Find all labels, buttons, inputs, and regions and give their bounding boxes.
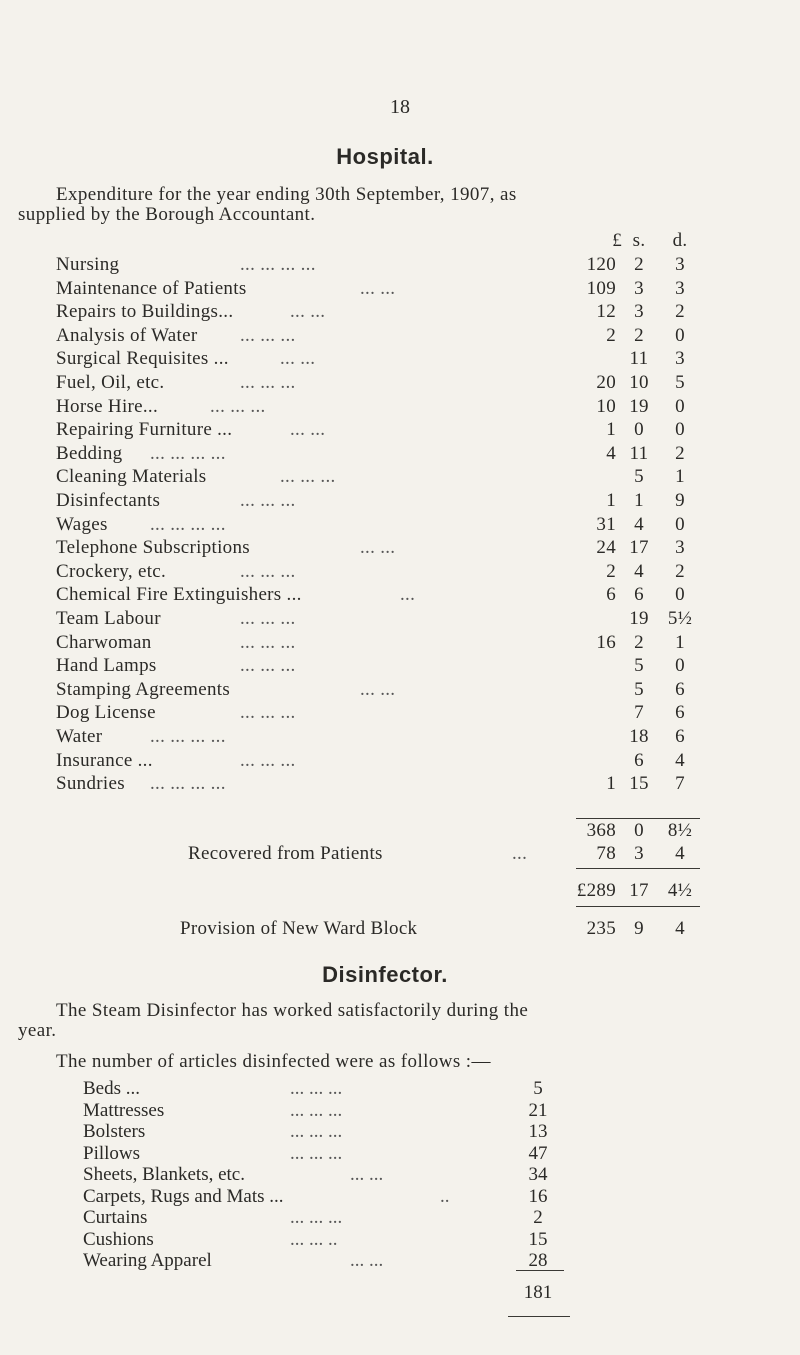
amount-shillings: 1 [634, 490, 644, 511]
expenditure-label: Water [56, 726, 103, 747]
leader-dots: ... ... ... [290, 1099, 343, 1121]
amount-shillings: 19 [629, 395, 649, 417]
article-row [0, 1100, 800, 1122]
article-count: 13 [528, 1121, 548, 1142]
amount-pounds: 4 [606, 442, 616, 464]
amount-shillings: 4 [634, 513, 644, 535]
amount-shillings: 4 [634, 560, 644, 582]
leader-dots: ... ... [360, 537, 396, 559]
leader-dots: ... ... [280, 348, 316, 370]
expenditure-label: Wages [56, 513, 108, 535]
amount-pounds: 109 [586, 277, 616, 299]
net-total-rule [576, 868, 700, 869]
expenditure-label: Fuel, Oil, etc. [56, 372, 165, 393]
expenditure-intro-line-1: Expenditure for the year ending 30th September, 1907, as [56, 184, 517, 205]
article-row [0, 1143, 800, 1165]
recovered-row [0, 843, 800, 867]
articles-total-rule [516, 1270, 564, 1271]
amount-shillings: 6 [634, 584, 644, 606]
net-pence: 4½ [667, 880, 693, 901]
expenditure-row [0, 750, 800, 774]
net-shillings: 17 [629, 880, 649, 901]
amount-pence: 2 [675, 560, 685, 582]
leader-dots: ... ... ... [280, 466, 336, 488]
amount-shillings: 2 [634, 631, 644, 653]
article-row [0, 1229, 800, 1251]
amount-pence: 0 [675, 395, 685, 417]
provision-shillings: 9 [634, 918, 644, 939]
provision-row [0, 918, 800, 942]
amount-pence: 9 [675, 490, 685, 511]
articles-intro: The number of articles disinfected were as follows :— [56, 1051, 491, 1072]
amount-pounds: 120 [586, 254, 616, 275]
article-count: 28 [528, 1250, 548, 1271]
article-label: Mattresses [83, 1099, 165, 1121]
amount-pounds: 24 [596, 537, 616, 559]
leader-dots: ... ... ... [210, 395, 266, 417]
expenditure-label: Stamping Agreements [56, 678, 231, 700]
article-label: Bolsters [83, 1121, 146, 1142]
expenditure-row [0, 537, 800, 561]
amount-shillings: 5 [634, 678, 644, 700]
expenditure-row [0, 490, 800, 514]
leader-dots: ... ... ... [240, 655, 296, 677]
article-label: Pillows [83, 1142, 141, 1164]
article-row [0, 1078, 800, 1100]
amount-pence: 0 [675, 324, 685, 346]
amount-pence: 2 [675, 442, 685, 464]
expenditure-row [0, 396, 800, 420]
expenditure-row [0, 726, 800, 750]
page-number: 18 [390, 96, 410, 118]
leader-dots: ... ... ... [240, 749, 296, 771]
expenditure-row [0, 372, 800, 396]
expenditure-row [0, 301, 800, 325]
leader-dots: ... ... [290, 301, 326, 323]
amount-shillings: 5 [634, 466, 644, 488]
articles-total [0, 1282, 800, 1304]
expenditure-label: Charwoman [56, 631, 152, 653]
hospital-section-title: Hospital. [336, 144, 434, 169]
amount-pounds: 16 [596, 631, 616, 653]
amount-shillings: 3 [634, 301, 644, 323]
amount-shillings: 18 [629, 726, 649, 747]
amount-shillings: 19 [629, 608, 649, 629]
amount-shillings: 2 [634, 254, 644, 275]
expenditure-row [0, 608, 800, 632]
total-pounds: 368 [586, 820, 616, 841]
expenditure-row [0, 679, 800, 703]
pounds-header: £ [612, 230, 622, 251]
leader-dots: ... ... ... [240, 324, 296, 346]
amount-pence: 0 [675, 419, 685, 441]
recovered-dots: ... [512, 843, 528, 864]
amount-pence: 1 [675, 466, 685, 488]
amount-pence: 6 [675, 702, 685, 724]
expenditure-row [0, 632, 800, 656]
expenditure-label: Disinfectants [56, 490, 161, 511]
article-count: 47 [528, 1142, 548, 1164]
expenditure-row [0, 514, 800, 538]
amount-pence: 7 [675, 773, 685, 795]
expenditure-row [0, 254, 800, 278]
amount-shillings: 0 [634, 419, 644, 441]
amount-pounds: 20 [596, 372, 616, 393]
provision-rule [576, 906, 700, 907]
amount-shillings: 11 [629, 348, 649, 370]
amount-pence: 0 [675, 513, 685, 535]
expenditure-label: Repairs to Buildings... [56, 301, 234, 323]
total-pence: 8½ [667, 820, 693, 841]
total-shillings: 0 [634, 820, 644, 841]
expenditure-total-row [0, 820, 800, 844]
expenditure-label: Sundries [56, 773, 125, 795]
provision-pence: 4 [675, 918, 685, 939]
articles-total-count: 181 [523, 1282, 553, 1303]
leader-dots: ... ... [290, 419, 326, 441]
amount-shillings: 3 [634, 277, 644, 299]
amount-shillings: 2 [634, 324, 644, 346]
expenditure-row [0, 348, 800, 372]
article-count: 15 [528, 1228, 548, 1250]
leader-dots: ... ... [360, 678, 396, 700]
amount-pence: 0 [675, 655, 685, 677]
amount-pounds: 12 [596, 301, 616, 323]
expenditure-label: Nursing [56, 254, 120, 275]
leader-dots: ... ... ... [240, 490, 296, 511]
disinfector-paragraph-line-2: year. [18, 1020, 57, 1041]
article-label: Cushions [83, 1228, 154, 1250]
leader-dots: .. [440, 1185, 450, 1207]
amount-pence: 0 [675, 584, 685, 606]
subtotal-rule [576, 818, 700, 819]
article-label: Sheets, Blankets, etc. [83, 1164, 245, 1185]
shillings-header: s. [632, 230, 646, 251]
expenditure-label: Cleaning Materials [56, 466, 207, 488]
pence-header: d. [672, 230, 688, 251]
expenditure-label: Maintenance of Patients [56, 277, 247, 299]
expenditure-label: Crockery, etc. [56, 560, 167, 582]
expenditure-row [0, 561, 800, 585]
amount-pounds: 1 [606, 419, 616, 441]
article-count: 34 [528, 1164, 548, 1185]
article-row [0, 1164, 800, 1186]
amount-pence: 3 [675, 254, 685, 275]
amount-pounds: 2 [606, 560, 616, 582]
expenditure-row [0, 443, 800, 467]
expenditure-row [0, 584, 800, 608]
net-total-row [0, 880, 800, 904]
recovered-pence: 4 [675, 843, 685, 864]
amount-pence: 6 [675, 678, 685, 700]
expenditure-row [0, 278, 800, 302]
amount-pounds: 1 [606, 490, 616, 511]
expenditure-row [0, 466, 800, 490]
expenditure-row [0, 655, 800, 679]
leader-dots: ... ... ... [240, 372, 296, 393]
leader-dots: ... ... ... [240, 702, 296, 724]
amount-pence: 1 [675, 631, 685, 653]
provision-pounds: 235 [586, 918, 616, 939]
leader-dots: ... ... ... [290, 1207, 343, 1228]
expenditure-label: Team Labour [56, 608, 161, 629]
provision-label: Provision of New Ward Block [180, 918, 418, 939]
article-label: Carpets, Rugs and Mats ... [83, 1185, 284, 1207]
amount-shillings: 15 [629, 773, 649, 795]
amount-shillings: 10 [629, 372, 649, 393]
expenditure-row [0, 419, 800, 443]
leader-dots: ... ... .. [290, 1228, 338, 1250]
expenditure-row [0, 773, 800, 797]
article-row [0, 1186, 800, 1208]
article-count: 2 [533, 1207, 543, 1228]
article-count: 21 [528, 1099, 548, 1121]
article-count: 5 [533, 1078, 543, 1099]
article-row [0, 1207, 800, 1229]
leader-dots: ... ... ... [290, 1142, 343, 1164]
disinfector-paragraph-line-1: The Steam Disinfector has worked satisfactorily during the [56, 1000, 529, 1021]
amount-pence: 3 [675, 537, 685, 559]
article-count: 16 [528, 1185, 548, 1207]
amount-pounds: 10 [596, 395, 616, 417]
amount-shillings: 17 [629, 537, 649, 559]
expenditure-label: Dog License [56, 702, 156, 724]
article-row [0, 1250, 800, 1272]
leader-dots: ... ... ... [290, 1121, 343, 1142]
amount-pence: 3 [675, 348, 685, 370]
expenditure-row [0, 702, 800, 726]
expenditure-label: Telephone Subscriptions [56, 537, 250, 559]
leader-dots: ... ... [350, 1250, 384, 1271]
expenditure-intro-line-2: supplied by the Borough Accountant. [18, 204, 316, 225]
leader-dots: ... ... ... ... [240, 254, 316, 275]
recovered-shillings: 3 [634, 843, 644, 864]
leader-dots: ... ... ... ... [150, 513, 226, 535]
leader-dots: ... ... ... ... [150, 773, 226, 795]
leader-dots: ... ... [360, 277, 396, 299]
leader-dots: ... [400, 584, 416, 606]
leader-dots: ... ... ... [240, 560, 296, 582]
leader-dots: ... ... ... [240, 631, 296, 653]
articles-bottom-rule [508, 1316, 570, 1317]
article-row [0, 1121, 800, 1143]
currency-header-row [0, 230, 800, 254]
amount-shillings: 5 [634, 655, 644, 677]
disinfector-section-title: Disinfector. [322, 962, 448, 987]
net-pounds: £289 [576, 880, 616, 901]
amount-pence: 2 [675, 301, 685, 323]
expenditure-label: Surgical Requisites ... [56, 348, 229, 370]
leader-dots: ... ... ... [240, 608, 296, 629]
leader-dots: ... ... ... [290, 1078, 343, 1099]
amount-shillings: 11 [629, 442, 649, 464]
leader-dots: ... ... [350, 1164, 384, 1185]
recovered-label: Recovered from Patients [188, 843, 383, 864]
amount-pence: 6 [675, 726, 685, 747]
expenditure-label: Analysis of Water [56, 324, 198, 346]
expenditure-label: Chemical Fire Extinguishers ... [56, 584, 302, 606]
amount-pence: 3 [675, 277, 685, 299]
leader-dots: ... ... ... ... [150, 442, 226, 464]
amount-pence: 4 [675, 749, 685, 771]
amount-pence: 5½ [667, 608, 693, 629]
amount-shillings: 7 [634, 702, 644, 724]
article-label: Beds ... [83, 1078, 140, 1099]
amount-pounds: 1 [606, 773, 616, 795]
leader-dots: ... ... ... ... [150, 726, 226, 747]
expenditure-row [0, 325, 800, 349]
recovered-pounds: 78 [596, 843, 616, 864]
expenditure-label: Bedding [56, 442, 123, 464]
amount-pounds: 2 [606, 324, 616, 346]
article-label: Curtains [83, 1207, 148, 1228]
expenditure-label: Insurance ... [56, 749, 153, 771]
expenditure-label: Horse Hire... [56, 395, 159, 417]
expenditure-label: Hand Lamps [56, 655, 157, 677]
amount-pounds: 31 [596, 513, 616, 535]
amount-pence: 5 [675, 372, 685, 393]
article-label: Wearing Apparel [83, 1250, 212, 1271]
amount-pounds: 6 [606, 584, 616, 606]
amount-shillings: 6 [634, 749, 644, 771]
expenditure-label: Repairing Furniture ... [56, 419, 233, 441]
